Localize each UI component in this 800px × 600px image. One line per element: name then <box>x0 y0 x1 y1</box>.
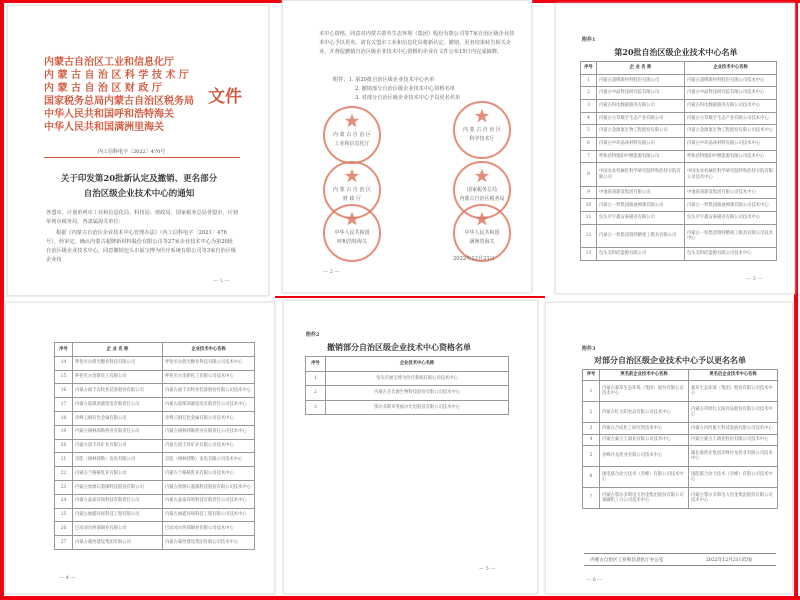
row-index: 14 <box>55 356 73 370</box>
table-cell: 湖北康药业集团赤峰丹龙药业有限公司技术中心 <box>689 446 778 467</box>
page-3 <box>555 3 795 294</box>
table-row <box>306 400 509 415</box>
table-cell: 内蒙古一机集团瑞特精密工模具有限公司 <box>597 224 685 247</box>
row-index: 6 <box>581 138 597 151</box>
star-icon <box>344 211 360 227</box>
table-row <box>306 386 509 401</box>
seal-label-line: 财 政 厅 <box>342 196 362 202</box>
table-cell: 内蒙古晶泰环境科技有限责任公司 <box>73 494 163 508</box>
row-index: 4 <box>581 112 597 125</box>
seal-label-line: 中华人民共和国 <box>334 230 370 236</box>
table-cell: 内蒙古欣源石墨烯科技股份有限公司 <box>73 480 163 494</box>
seal-label <box>447 229 517 247</box>
table-cell: 内蒙古丽鑫环保科技工程有限公司技术中心 <box>163 508 255 522</box>
table-row <box>55 522 255 536</box>
seal-label-line: 呼和浩特海关 <box>336 239 367 245</box>
table-header-row <box>55 343 255 357</box>
table-header-row <box>581 62 777 75</box>
table-cell: 内蒙古圣氏源生物科技股份有限公司技术中心 <box>326 386 509 401</box>
table-cell: 巴彦淖尔西部铜业有限公司 <box>73 522 163 536</box>
table-cell: 内蒙古欣源石墨烯科技股份有限公司技术中心 <box>163 480 255 494</box>
star-icon <box>474 108 490 124</box>
seal-label-line: 内 蒙 古 自 治 区 <box>333 132 371 138</box>
row-index: 1 <box>583 381 600 402</box>
column-header: 序号 <box>55 343 73 357</box>
table-row <box>581 186 777 199</box>
row-index: 2 <box>306 386 326 401</box>
revoked-table <box>305 356 509 415</box>
row-index: 6 <box>583 467 600 488</box>
table-row <box>55 467 255 481</box>
seal-label-line: 工业和信息化厅 <box>334 141 370 147</box>
row-index: 12 <box>581 224 597 247</box>
column-header: 序号 <box>583 370 600 381</box>
issuer-line: 内 蒙 古 自 治 区 财 政 厅 <box>44 83 162 94</box>
row-index: 3 <box>581 100 597 113</box>
table-cell: 内蒙古福丰农牧业装备股份有限公司 <box>73 384 163 398</box>
row-index: 18 <box>55 411 73 425</box>
footer-rule-top <box>584 553 776 554</box>
table-cell: 内蒙古科电数据服务有限公司 <box>597 100 685 113</box>
letterhead-issuers <box>44 56 194 134</box>
table-cell: 内蒙古红太阳食品有限公司技术中心 <box>600 402 689 423</box>
table-cell: 呼和浩特旭阳中燃能源有限公司技术中心 <box>685 150 777 163</box>
row-index: 5 <box>583 446 600 467</box>
row-index: 15 <box>55 370 73 384</box>
page-6 <box>545 302 793 594</box>
star-icon <box>474 211 490 227</box>
table-cell: 赤峰丹龙药业有限公司技术中心 <box>600 446 689 467</box>
table-row <box>55 425 255 439</box>
table-cell: 包头市宇鑫安泰磁业有限公司 <box>597 212 685 225</box>
row-index: 2 <box>581 87 597 100</box>
table-row <box>581 125 777 138</box>
notice-body-2: 根据《内蒙古自治区企业技术中心管理办法》（内工信科电字〔2021〕476号），经审定，确认内蒙古超牌新材料股份有限公司等27家企业技术中心为第20批自治区级企业技术中心，同意撤销包头市福宝博为医疗系统有限公司等3家自治区级企业技 <box>46 230 237 263</box>
enterprise-table <box>580 61 777 261</box>
table-row <box>55 494 255 508</box>
issuer-line: 中华人民共和国呼和浩特海关 <box>44 109 174 120</box>
row-index: 3 <box>583 423 600 434</box>
table-cell: 蒙草生态环境（集团）股份有限公司技术中心 <box>689 381 778 402</box>
column-header: 企业技术中心名称 <box>163 343 255 357</box>
table-cell: 内蒙古兰格格乳业有限公司 <box>73 467 163 481</box>
table-row <box>581 87 777 100</box>
row-index: 13 <box>581 248 597 261</box>
row-index: 16 <box>55 384 73 398</box>
table-cell: 呼伦贝尔晨光糖业科技有限公司技术中心 <box>163 356 255 370</box>
table-cell: 内蒙古蒙西建设集团有限公司技术中心 <box>163 536 255 550</box>
row-index: 8 <box>581 163 597 186</box>
table-row <box>55 356 255 370</box>
table-cell: 内蒙古霍煤鸿骏铝电有限责任公司 <box>73 398 163 412</box>
table-cell: 呼伦贝尔晨光糖业科技有限公司 <box>73 356 163 370</box>
table-cell: 内蒙古丽鑫环保科技工程有限公司 <box>73 508 163 522</box>
table-cell: 内蒙古金源康生物工程股份有限公司技术中心 <box>685 125 777 138</box>
table-row <box>581 138 777 151</box>
notice-title-1: 关于印发第20批新认定及撤销、更名部分 <box>60 174 218 184</box>
seal-label-line: 内 蒙 古 自 治 区 <box>333 187 371 193</box>
table-row <box>581 112 777 125</box>
frame-middle <box>275 296 545 298</box>
seal-label <box>317 186 387 204</box>
table-cell: 内蒙古科电数据服务有限公司技术中心 <box>685 100 777 113</box>
issue-date: 2022年12月21日 <box>453 256 495 262</box>
column-header: 更名后企业技术中心名称 <box>689 370 778 381</box>
doc-label: 文件 <box>208 87 242 107</box>
row-index: 21 <box>55 453 73 467</box>
table-cell: 京能（锡林郭勒）发电有限公司技术中心 <box>163 453 255 467</box>
page-number: — 4 — <box>59 575 76 581</box>
attachment-label: 附件2 <box>306 332 320 338</box>
table-row <box>581 74 777 87</box>
seal-label-line: 内蒙古自治区税务局 <box>459 196 505 202</box>
table-header-row <box>583 370 778 381</box>
row-index: 9 <box>581 186 597 199</box>
notice-title-2: 自治区级企业技术中心的通知 <box>83 189 195 199</box>
table-cell: 赤峰云铜有色金属有限公司技术中心 <box>163 411 255 425</box>
row-index: 10 <box>581 199 597 212</box>
table-cell: 内蒙古兰格格乳业有限公司技术中心 <box>163 467 255 481</box>
table-row <box>581 100 777 113</box>
table-cell: 呼伦贝尔金新化工有限公司技术中心 <box>163 370 255 384</box>
seal-label <box>447 126 517 144</box>
table-row <box>581 150 777 163</box>
attachment-2: 2. 撤销部分自治区级企业技术中心资格名单 <box>355 86 455 92</box>
table-row <box>583 423 778 434</box>
frame-bottom <box>0 596 800 600</box>
notice-body-cont: 术中心资格，同意对内蒙古蒙草生态环境（集团）股份有限公司等7家自治区级企业技术中心予以更名。请有关盟市工业和信息化局将新认定、撤销、更名结果转告相关企业，并督促撤销自治区级企业技术中心资格的企业在文件公布15日内完成摘牌。 <box>319 31 515 55</box>
table-row <box>55 439 255 453</box>
row-index: 22 <box>55 467 73 481</box>
seal-label <box>317 229 387 247</box>
table-cell: 内蒙古蒙西建设集团有限公司 <box>73 536 163 550</box>
table-row <box>55 536 255 550</box>
issuer-line: 国家税务总局内蒙古自治区税务局 <box>44 96 194 107</box>
footer-issuer: 内蒙古自治区工业和信息化厅办公室 <box>590 558 664 563</box>
table-cell: 内蒙古超牌新材料股份有限公司技术中心 <box>685 74 777 87</box>
star-icon <box>344 168 360 184</box>
row-index: 27 <box>55 536 73 550</box>
row-index: 23 <box>55 480 73 494</box>
table-cell: 巴彦淖尔西部铜业有限公司技术中心 <box>163 522 255 536</box>
footer-date: 2022年12月21日印发 <box>706 558 753 563</box>
seal-label <box>447 186 517 204</box>
attachment-title: 对部分自治区级企业技术中心予以更名名单 <box>594 355 746 365</box>
attachment-title: 第20批自治区级企业技术中心名单 <box>614 47 738 57</box>
page-4 <box>5 302 275 594</box>
letterhead-rule <box>44 157 240 158</box>
table-cell: 包头美科硅能源有限公司 <box>597 248 685 261</box>
table-cell: 内蒙古锡林郭勒药业有限责任公司技术中心 <box>163 425 255 439</box>
issuer-line: 内蒙古自治区工业和信息化厅 <box>44 57 174 68</box>
page-5 <box>283 300 538 594</box>
table-row <box>55 384 255 398</box>
row-index: 25 <box>55 508 73 522</box>
table-cell: 京能（锡林郭勒）发电有限公司 <box>73 453 163 467</box>
table-cell: 内蒙古合成化工研究所技术中心 <box>600 423 689 434</box>
page-number: — 3 — <box>746 276 763 282</box>
table-header-row <box>306 357 509 372</box>
attachment-label: 附件3 <box>582 346 596 352</box>
table-cell: 中地寅岗建设集团有限公司技术中心 <box>685 186 777 199</box>
footer-rule-bottom <box>584 565 776 566</box>
table-cell: 内蒙古中晶科技研究院有限公司技术中心 <box>685 87 777 100</box>
seal-label-line: 中华人民共和国 <box>464 230 500 236</box>
table-cell: 内蒙古一机集团瑞特精密工模具有限公司技术中心 <box>685 224 777 247</box>
page-number: — 1 — <box>213 278 230 284</box>
page-2 <box>282 0 532 293</box>
row-index: 3 <box>306 400 326 415</box>
rename-table <box>582 369 778 509</box>
attachment-3: 3. 对部分自治区级企业技术中心予以更名名单 <box>355 95 461 101</box>
seal-label-line: 科学技术厅 <box>469 136 495 142</box>
table-cell: 鄂尔多斯市英福尔光电科技有限公司技术中心 <box>326 400 509 415</box>
row-index: 7 <box>583 488 600 509</box>
table-row <box>581 199 777 212</box>
notice-body-1: 各盟市、计划单列市工业和信息化局、科技局、财政局、国家税务总局各盟市、计划单列市税务局，各隶属海关单位： <box>46 210 238 225</box>
seal-label-line: 内 蒙 古 自 治 区 <box>463 127 501 133</box>
table-row <box>55 370 255 384</box>
table-row <box>583 446 778 467</box>
table-cell: 内蒙古蒙古王酒业有限公司技术中心 <box>600 434 689 445</box>
table-cell: 中国农业机械化科学研究院呼和浩特分院有限公司 <box>597 163 685 186</box>
column-header: 企业技术中心名称 <box>685 62 777 75</box>
attachment-title: 撤销部分自治区级企业技术中心资格名单 <box>327 342 471 352</box>
table-cell: 赤峰云铜有色金属有限公司 <box>73 411 163 425</box>
table-cell: 包头市宇鑫安泰磁业有限公司技术中心 <box>685 212 777 225</box>
table-cell: 内蒙古一机集团路通弹簧有限公司技术中心 <box>685 199 777 212</box>
table-cell: 内蒙古河西航天科技发展有限公司技术中心 <box>689 423 778 434</box>
column-header: 序号 <box>581 62 597 75</box>
row-index: 26 <box>55 522 73 536</box>
table-row <box>581 212 777 225</box>
table-cell: 内蒙古蒙草生态环境（集团）股份有限公司技术中心 <box>600 381 689 402</box>
table-row <box>55 411 255 425</box>
page-number: — 2 — <box>323 269 340 275</box>
table-row <box>55 480 255 494</box>
column-header: 更名前企业技术中心名称 <box>600 370 689 381</box>
row-index: 20 <box>55 439 73 453</box>
column-header: 企 业 名 称 <box>73 343 163 357</box>
column-header: 企业技术中心名称 <box>326 357 509 372</box>
table-row <box>583 488 778 509</box>
doc-number: 内工信科电字〔2022〕470号 <box>98 149 166 155</box>
table-row <box>581 248 777 261</box>
row-index: 24 <box>55 494 73 508</box>
table-cell: 内蒙古小草数字生态产业有限公司技术中心 <box>685 112 777 125</box>
table-cell: 中地寅岗建设集团有限公司 <box>597 186 685 199</box>
table-cell: 内蒙古鄂尔多斯电力冶金集团股份有限公司技术中心 <box>689 488 778 509</box>
table-cell: 呼伦贝尔金新化工有限公司 <box>73 370 163 384</box>
column-header: 企 业 名 称 <box>597 62 685 75</box>
table-row <box>55 508 255 522</box>
page-number: — 5 — <box>479 566 496 572</box>
seal-label-line: 满洲里海关 <box>469 239 495 245</box>
table-cell: 包头市福宝博为医疗系统有限公司技术中心 <box>326 371 509 386</box>
enterprise-table-cont <box>54 342 255 550</box>
table-cell: 内蒙古超牌新材料股份有限公司 <box>597 74 685 87</box>
table-cell: 内蒙古鄂尔多斯电力冶金集团股份有限公司氯碱化工分公司技术中心 <box>600 488 689 509</box>
table-row <box>583 434 778 445</box>
table-cell: 内蒙古中晶科技研究院有限公司 <box>597 87 685 100</box>
table-cell: 中国农业机械化科学研究院呼和浩特分院有限公司技术中心 <box>685 163 777 186</box>
row-index: 2 <box>583 402 600 423</box>
row-index: 1 <box>306 371 326 386</box>
table-cell: 内蒙古福丰农牧业装备股份有限公司技术中心 <box>163 384 255 398</box>
table-cell: 内蒙古锡林郭勒药业有限责任公司 <box>73 425 163 439</box>
table-cell: 呼和浩特旭阳中燃能源有限公司 <box>597 150 685 163</box>
issuer-line: 内 蒙 古 自 治 区 科 学 技 术 厅 <box>44 70 189 81</box>
row-index: 17 <box>55 398 73 412</box>
page-number: — 6 — <box>586 577 603 583</box>
table-cell: 内蒙古一机集团路通弹簧有限公司 <box>597 199 685 212</box>
star-icon <box>474 168 490 184</box>
row-index: 19 <box>55 425 73 439</box>
row-index: 1 <box>581 74 597 87</box>
table-row <box>55 398 255 412</box>
page-1 <box>7 5 269 296</box>
row-index: 5 <box>581 125 597 138</box>
attachment-label: 附件1 <box>582 37 596 43</box>
table-cell: 内蒙古晨丰骨矿业有限公司 <box>73 439 163 453</box>
table-row <box>581 163 777 186</box>
table-row <box>581 224 777 247</box>
seal-label-line: 国家税务总局 <box>466 187 497 193</box>
table-cell: 内蒙古草原红太阳食品股份有限公司技术中心 <box>689 402 778 423</box>
row-index: 7 <box>581 150 597 163</box>
table-cell: 内蒙古中环晶体材料有限公司技术中心 <box>685 138 777 151</box>
frame-left <box>0 0 4 600</box>
table-row <box>583 467 778 488</box>
table-row <box>306 371 509 386</box>
table-row <box>583 402 778 423</box>
table-row <box>583 381 778 402</box>
table-row <box>55 453 255 467</box>
table-cell: 国能联合动力技术（赤峰）有限公司技术中心 <box>689 467 778 488</box>
table-cell: 内蒙古金源康生物工程股份有限公司 <box>597 125 685 138</box>
star-icon <box>344 113 360 129</box>
attachment-1: 附件：1. 第20批自治区级企业技术中心名单 <box>333 77 435 83</box>
column-header: 序号 <box>306 357 326 372</box>
table-cell: 内蒙古中环晶体材料有限公司 <box>597 138 685 151</box>
table-cell: 内蒙古晶泰环境科技有限责任公司技术中心 <box>163 494 255 508</box>
table-cell: 内蒙古小草数字生态产业有限公司 <box>597 112 685 125</box>
table-cell: 国电联合动力技术（赤峰）有限公司技术中心 <box>600 467 689 488</box>
issuer-line: 中华人民共和国满洲里海关 <box>44 122 164 133</box>
row-index: 4 <box>583 434 600 445</box>
table-cell: 内蒙古霍煤鸿骏铝电有限责任公司技术中心 <box>163 398 255 412</box>
row-index: 11 <box>581 212 597 225</box>
table-cell: 包头美科硅能源有限公司技术中心 <box>685 248 777 261</box>
table-cell: 内蒙古蒙古王酒业股份有限公司技术中心 <box>689 434 778 445</box>
table-cell: 内蒙古晨丰骨矿业有限公司技术中心 <box>163 439 255 453</box>
seal-label <box>317 131 387 149</box>
